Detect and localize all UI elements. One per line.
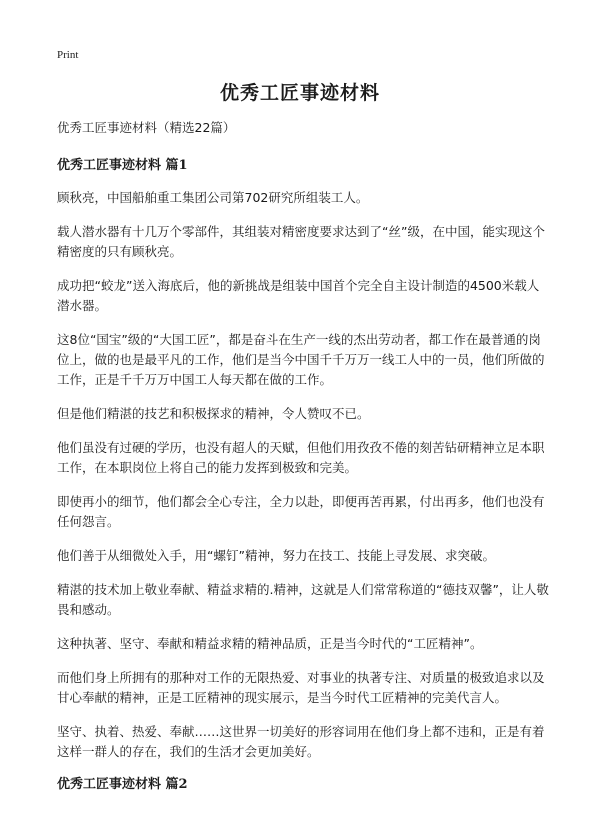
paragraph: 这种执著、坚守、奉献和精益求精的精神品质，正是当今时代的“工匠精神”。 [57,636,483,651]
paragraph: 他们虽没有过硬的学历，也没有超人的天赋，但他们用孜孜不倦的刻苦钻研精神立足本职工作，在本职岗位上将自己的能力发挥到极致和完美。 [57,440,545,475]
paragraph: 即使再小的细节，他们都会全心专注，全力以赴，即便再苦再累，付出再多，他们也没有任何怨言。 [57,494,545,529]
section-heading-2: 优秀工匠事迹材料 篇2 [57,777,188,792]
print-label: Print [57,49,79,61]
paragraph: 精湛的技术加上敬业奉献、精益求精的.精神，这就是人们常常称道的“德技双馨”，让人敬畏和感动。 [57,582,549,617]
paragraph: 但是他们精湛的技艺和积极探求的精神，令人赞叹不已。 [57,406,370,421]
paragraph: 这8位“国宝”级的“大国工匠”，都是奋斗在生产一线的杰出劳动者，都工作在最普通的岗位上，做的也是最平凡的工作，他们是当今中国千千万万一线工人中的一员，他们所做的工作，正是千千万万中国工人每天都在做的工作。 [57,332,545,387]
paragraph: 他们善于从细微处入手，用“螺钉”精神，努力在技工、技能上寻发展、求突破。 [57,548,495,563]
paragraph: 载人潜水器有十几万个零部件，其组装对精密度要求达到了“丝”级，在中国，能实现这个精密度的只有顾秋亮。 [57,224,545,259]
paragraph: 成功把“蛟龙”送入海底后，他的新挑战是组装中国首个完全自主设计制造的4500米载人潜水器。 [57,278,540,313]
paragraph: 顾秋亮，中国船舶重工集团公司第702研究所组装工人。 [57,190,369,205]
paragraph: 坚守、执着、热爱、奉献……这世界一切美好的形容词用在他们身上都不违和，正是有着这样一群人的存在，我们的生活才会更加美好。 [57,724,545,759]
section-heading-1: 优秀工匠事迹材料 篇1 [57,158,188,173]
paragraph: 而他们身上所拥有的那种对工作的无限热爱、对事业的执著专注、对质量的极致追求以及甘心奉献的精神，正是工匠精神的现实展示，是当今时代工匠精神的完美代言人。 [57,670,545,705]
page-title: 优秀工匠事迹材料 [219,82,380,104]
document-subtitle: 优秀工匠事迹材料（精选22篇） [57,120,236,135]
document-body [57,119,550,807]
